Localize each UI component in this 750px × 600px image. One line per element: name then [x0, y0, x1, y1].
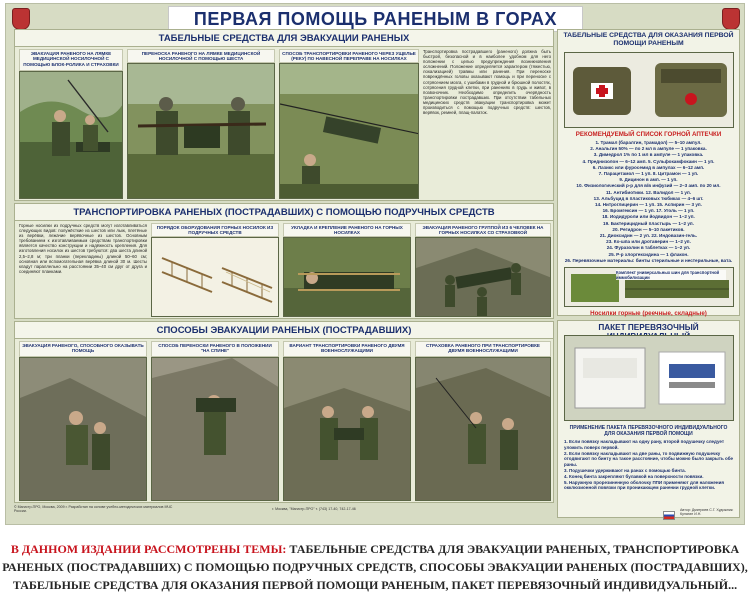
photo-illustration — [416, 238, 551, 317]
kit-item: 13. Альбуцид в пластиковых тюбиках — 4–6 шт. — [593, 195, 704, 201]
pack-step: 5. Наружную прорезиненную оболочку ППИ применяют для наложения окклюзионной повязки при проникающем ранении грудной клетки. — [564, 479, 725, 491]
section-header — [15, 30, 553, 47]
photo-illustration — [416, 358, 551, 501]
bottom-caption-lead: В ДАННОМ ИЗДАНИИ РАССМОТРЕНЫ ТЕМЫ: — [10, 542, 287, 556]
photo-caption: ВАРИАНТ ТРАНСПОРТИРОВКИ РАНЕНОГО ДВУМЯ ВОЕННОСЛУЖАЩИМИ — [283, 341, 411, 357]
kit-item: 23. Ко-шпа или дротаверин — 1–2 уп. — [606, 239, 691, 245]
photo-caption: ПОРЯДОК ОБОРУДОВАНИЯ ГОРНЫХ НОСИЛОК ИЗ ПОДРУЧНЫХ СРЕДСТВ — [151, 223, 279, 237]
pack-steps — [564, 439, 733, 491]
footer-copyright: © Магистр-ПРО, Москва, 2009 г. Разработан на основе учебно-методических материалов МЧС России. — [14, 505, 173, 514]
pack-step: 4. Конец бинта закрепляют булавкой на поверхности повязки. — [564, 473, 704, 479]
kit-list — [562, 140, 735, 264]
section-title: СПОСОБЫ ЭВАКУАЦИИ РАНЕНЫХ (ПОСТРАДАВШИХ) — [156, 324, 412, 336]
bottom-caption-text: ТАБЕЛЬНЫЕ СРЕДСТВА ДЛЯ ЭВАКУАЦИИ РАНЕНЫХ, ТРАНСПОРТИРОВКА РАНЕНЫХ (ПОСТРАДАВШИХ) С ПОМОЩЬЮ ПОДРУЧНЫХ СРЕДСТВ, СПОСОБЫ ЭВАКУАЦИИ РАНЕНЫХ (ПОСТРАДАВШИХ), ТАБЕЛЬНЫЕ СРЕДСТВА ДЛЯ ОКАЗАНИЯ ПЕРВОЙ ПОМОЩИ РАНЕНЫМ, ПАКЕТ ПЕРЕВЯЗОЧНЫЙ ИНДИВИДУАЛЬНЫЙ... — [2, 542, 748, 592]
photo-stretcher-pulley — [19, 71, 123, 199]
kit-item: 16. Бромгексин — 1 уп. 17. Уголь — 1 уп. — [602, 208, 695, 214]
photo-illustration — [20, 72, 123, 199]
splint-caption: Комплект универсальных шин для транспортной иммобилизации — [616, 270, 726, 280]
photo-caption: СПОСОБ ТРАНСПОРТИРОВКИ РАНЕНОГО ЧЕРЕЗ УЩЕЛЬЕ (РЕКУ) ПО НАВЕСНОЙ ПЕРЕПРАВЕ НА НОСИЛКАХ — [279, 49, 419, 63]
section-header — [15, 322, 553, 339]
section-title: ПАКЕТ ПЕРЕВЯЗОЧНЫЙ — [598, 323, 699, 332]
kit-item: 4. Преднизолон — 6–12 амп. 5. Сульфокамфокаин — 1 уп. — [582, 158, 715, 164]
photo-back-carry — [151, 357, 279, 501]
kit-item: 2. Анальгин 50% — по 2 мл в ампуле — 1 упаковка. — [590, 146, 707, 152]
photo-illustration — [284, 358, 411, 501]
photo-belay-carry — [415, 357, 551, 501]
poster-title: ПЕРВАЯ ПОМОЩЬ РАНЕНЫМ В ГОРАХ — [193, 8, 558, 29]
kit-item: 3. Димедрол 1% по 1 мл в ампуле — 1 упаковка. — [593, 152, 704, 158]
photo-two-person-carry — [283, 357, 411, 501]
section-description: Транспортировка пострадавшего (раненого) должна быть быстрой, безопасной и в наиболее удобном для него положении с целью предупреждения возникновения осложнений. Положение определяется характером (тяжестью, локализацией) травмы или ранения. При переноске повреждённых головы оказывают помощь и при переноске с сотрясением мозга, с ушибами в грудной и брюшной полостях, сотрясения грудной клетки, при ранениях в грудь и живот, в позвоночник. Необходимо определить очерёдность транспортировки пострадавших. При отсутствии табельных медицинских средств эвакуации транспортировка может производиться с помощью подручных средств: шестов, верёвок, ремней, плащ-палаток. — [423, 49, 551, 116]
kit-item: 25. Р-р хлоргексидина — 1 флакон. — [608, 251, 689, 257]
photo-caption: СТРАХОВКА РАНЕНОГО ПРИ ТРАНСПОРТИРОВКЕ ДВУМЯ ВОЕННОСЛУЖАЩИМИ — [415, 341, 551, 357]
flag-icon — [663, 511, 675, 520]
footer-publisher: г. Москва, "Магистр-ПРО" т. (743) 17-40, 742-17-46 — [272, 507, 356, 511]
section-title: ТРАНСПОРТИРОВКА РАНЕНЫХ (ПОСТРАДАВШИХ) С ПОМОЩЬЮ ПОДРУЧНЫХ СРЕДСТВ — [73, 206, 495, 218]
photo-caption: УКЛАДКА И КРЕПЛЕНИЕ РАНЕНОГО НА ГОРНЫХ НОСИЛКАХ — [283, 223, 411, 237]
kit-item: 7. Парацетамол — 1 уп. 8. Цитрамон — 1 уп. — [598, 171, 699, 177]
pack-step: 1. Если повязку накладывают на одну рану, второй подушечку следует уложить поверх первой. — [564, 439, 725, 450]
section-tabular-evacuation — [14, 29, 554, 201]
photo-first-aid-bags — [564, 52, 734, 128]
kit-item: 1. Трамал (баралгин, трамадол) — 5–10 ампул. — [595, 140, 702, 145]
section-dressing-pack — [557, 320, 740, 518]
photo-dressing-pack — [564, 335, 734, 421]
kit-item: 21. Диоксидин — 2 уп. 22. Индовазин-гель. — [599, 233, 698, 239]
section-title: ТАБЕЛЬНЫЕ СРЕДСТВА ДЛЯ ОКАЗАНИЯ ПЕРВОЙ ПОМОЩИ РАНЕНЫМ — [563, 32, 734, 47]
kit-item: 26. Перевязочные материалы: бинты стерильные и нестерильные, вата. — [564, 257, 733, 263]
kit-item: 11. Антибиотики. 12. Валидол — 1 уп. — [605, 189, 692, 195]
pack-instructions-title: ПРИМЕНЕНИЕ ПАКЕТА ПЕРЕВЯЗОЧНОГО ИНДИВИДУАЛЬНОГО ДЛЯ ОКАЗАНИЯ ПЕРВОЙ ПОМОЩИ — [569, 425, 728, 437]
bottom-caption — [0, 540, 750, 596]
section-evacuation-methods — [14, 321, 554, 503]
kit-list-title: РЕКОМЕНДУЕМЫЙ СПИСОК ГОРНОЙ АПТЕЧКИ — [575, 131, 722, 138]
photo-illustration — [284, 238, 411, 317]
photo-illustration — [152, 238, 279, 317]
photo-illustration — [128, 64, 275, 199]
pack-step: 3. Подушечки удерживают на ранах с помощью бинта. — [564, 467, 686, 473]
photo-caption: ЭВАКУАЦИЯ РАНЕНОГО ГРУППОЙ ИЗ 6 ЧЕЛОВЕК НА ГОРНЫХ НОСИЛКАХ СО СТРАХОВКОЙ — [415, 223, 551, 237]
photo-caption: ЭВАКУАЦИЯ РАНЕНОГО, СПОСОБНОГО ОКАЗЫВАТЬ ПОМОЩЬ — [19, 341, 147, 357]
footer-credits: Автор: Дмитриев С.Г. Художник: Кулагин И.Н. — [680, 508, 734, 517]
section-improvised-means — [14, 203, 554, 319]
kit-item: 10. Физиологический р-р для в/в инфузий — 2–3 амп. по 20 мл. — [576, 183, 721, 189]
kit-item: 19. Бактерицидный пластырь — 1–2 уп. — [603, 220, 694, 226]
section-description: Горные носилки из подручных средств могут изготавливаться следующих видов: полужёсткие из шестов или лыж, плетёные из верёвки, лежачие верёвочные из шестов. Основным требованием к изготавливаемым средствам транспортировки является качество конструкции и надёжность крепления. Для изготовления носилок из шестов требуются: два шеста длиной 2,5–2,8 м; три планки (перекладины) длиной 50–60 см; основная или вспомогательная верёвка длиной 30 м. Шесты кладут параллельно на расстоянии 35–40 см друг от друга и соединяют планками. — [19, 223, 147, 274]
photo-caption: СПОСОБ ПЕРЕНОСКИ РАНЕНОГО В ПОЛОЖЕНИИ "НА СПИНЕ" — [151, 341, 279, 357]
photo-illustration — [280, 64, 419, 199]
poster-footer — [14, 505, 554, 518]
photo-illustration — [20, 358, 147, 501]
photo-caption: ЭВАКУАЦИЯ РАНЕНОГО НА ЛЯМКЕ МЕДИЦИНСКОЙ НОСИЛОЧНОЙ С ПОМОЩЬЮ БЛОК-РОЛИКА И СТРАХОВКИ — [19, 49, 123, 71]
section-header — [15, 204, 553, 221]
photo-group-evacuation — [415, 237, 551, 317]
kit-item: 6. Лазикс или фуросемид в ампулах — 6–12 амп. — [592, 164, 705, 170]
kit-item: 14. Нитроглицерин — 1 уп. 15. Аспирин — 3 уп. — [595, 202, 702, 208]
photo-rope-crossing — [279, 63, 419, 199]
photo-pole-carry — [127, 63, 275, 199]
kit-item: 18. Иодидуроли или йодвидон — 1–2 уп. — [602, 214, 695, 220]
photo-caption: ПЕРЕНОСКА РАНЕНОГО НА ЛЯМКЕ МЕДИЦИНСКОЙ НОСИЛОЧНОЙ С ПОМОЩЬЮ ШЕСТА — [127, 49, 275, 63]
photo-illustration — [565, 336, 734, 421]
emblem-icon — [12, 8, 30, 30]
kit-item: 20. Регидрон — 5–10 пакетиков. — [612, 226, 685, 232]
photo-illustration — [152, 358, 279, 501]
photo-illustration — [565, 53, 734, 128]
section-first-aid-kit — [557, 29, 740, 316]
photo-self-evacuation — [19, 357, 147, 501]
pack-step: 2. Если повязку накладывают на две раны, то подвижную подушечку отодвигают по бинту на такое расстояние, чтобы можно было закрыть обе раны. — [564, 450, 733, 468]
kit-item: 24. Фуразолин в таблетках — 1–2 уп. — [606, 245, 691, 251]
section-title: ТАБЕЛЬНЫЕ СРЕДСТВА ДЛЯ ЭВАКУАЦИИ РАНЕНЫХ — [158, 32, 410, 44]
photo-stretcher-securing — [283, 237, 411, 317]
stretcher-caption: Носилки горные (реечные, складные) — [590, 310, 707, 317]
kit-item: 9. Дицинон в амп. — 1 уп. — [619, 177, 678, 183]
emblem-icon — [722, 8, 740, 30]
illustration-stretcher-assembly — [151, 237, 279, 317]
